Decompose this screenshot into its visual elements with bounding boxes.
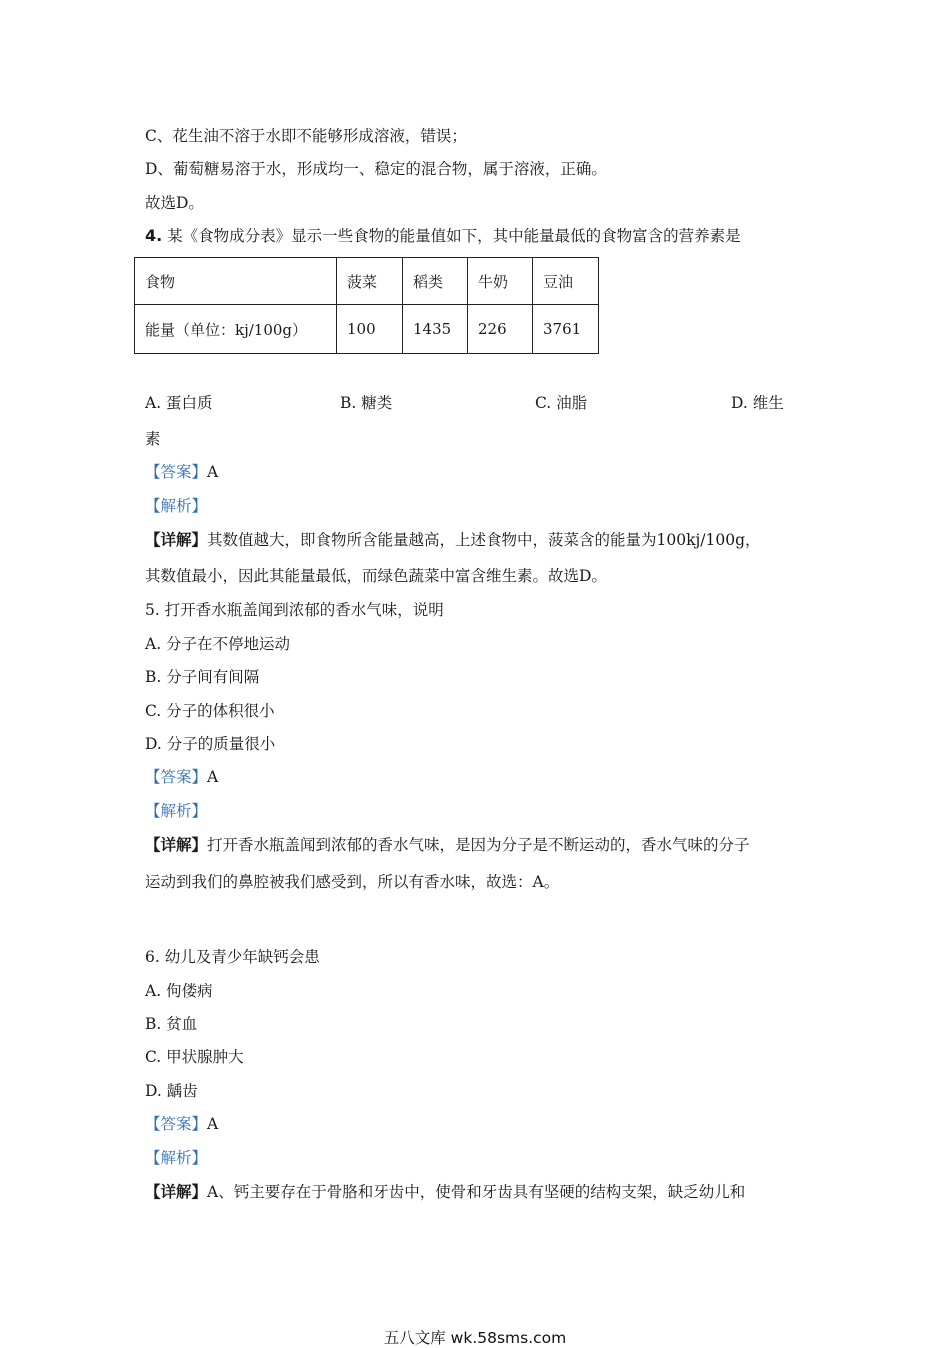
- q5-answer: [145, 767, 218, 787]
- q6-option-b: B. 贫血: [145, 1015, 198, 1033]
- footer-watermark: 五八文库 wk.58sms.com: [383, 1329, 567, 1347]
- q4-answer: [145, 462, 218, 482]
- q4-stem-text: 某《食物成分表》显示一些食物的能量值如下，其中能量最低的食物富含的营养素是: [162, 227, 741, 245]
- q3-select: 故选D。: [145, 194, 204, 212]
- q4-option-d: D. 维生: [731, 394, 784, 412]
- table-cell: 3761: [533, 305, 599, 354]
- table-cell: 牛奶: [468, 258, 533, 305]
- table-cell: 食物: [135, 258, 337, 305]
- q5-option-b: B. 分子间有间隔: [145, 668, 260, 686]
- detail-text: 其数值越大，即食物所含能量越高，上述食物中，菠菜含的能量为100kj/100g，: [207, 531, 761, 549]
- table-row: [135, 305, 599, 354]
- q5-option-d: D. 分子的质量很小: [145, 735, 276, 753]
- detail-text: 打开香水瓶盖闻到浓郁的香水气味，是因为分子是不断运动的，香水气味的分子: [207, 836, 750, 854]
- q4-option-a: A. 蛋白质: [145, 394, 213, 412]
- q6-detail-1: [145, 1182, 745, 1202]
- q4-option-b: B. 糖类: [340, 394, 393, 412]
- q5-stem: 5. 打开香水瓶盖闻到浓郁的香水气味，说明: [145, 601, 444, 619]
- detail-tag: 【详解】: [145, 1182, 208, 1201]
- q6-stem: 6. 幼儿及青少年缺钙会患: [145, 948, 320, 966]
- q6-option-c: C. 甲状腺肿大: [145, 1048, 244, 1066]
- table-cell: 100: [337, 305, 403, 354]
- q6-analysis-tag: 【解析】: [145, 1149, 208, 1167]
- q4-option-c: C. 油脂: [535, 394, 588, 412]
- detail-tag: 【详解】: [145, 530, 208, 549]
- q4-option-d-wrap: 素: [145, 430, 161, 448]
- table-cell: 豆油: [533, 258, 599, 305]
- answer-value: A: [207, 1115, 219, 1133]
- q6-option-a: A. 佝偻病: [145, 982, 213, 1000]
- table-cell: 稻类: [403, 258, 468, 305]
- table-cell: 能量（单位：kj/100g）: [135, 305, 337, 354]
- q4-stem: [145, 226, 741, 246]
- detail-text: A、钙主要存在于骨胳和牙齿中，使骨和牙齿具有坚硬的结构支架，缺乏幼儿和: [207, 1183, 746, 1201]
- answer-value: A: [207, 463, 219, 481]
- option-d-explanation: D、葡萄糖易溶于水，形成均一、稳定的混合物，属于溶液，正确。: [145, 160, 607, 178]
- detail-tag: 【详解】: [145, 835, 208, 854]
- q6-answer: [145, 1114, 218, 1134]
- answer-tag: 【答案】: [145, 463, 208, 481]
- table-header-row: [135, 258, 599, 305]
- q4-detail-1: [145, 530, 761, 550]
- q4-number: 4.: [145, 226, 163, 245]
- answer-tag: 【答案】: [145, 768, 208, 786]
- answer-tag: 【答案】: [145, 1115, 208, 1133]
- q4-detail-2: 其数值最小，因此其能量最低，而绿色蔬菜中富含维生素。故选D。: [145, 567, 607, 585]
- q5-analysis-tag: 【解析】: [145, 802, 208, 820]
- option-c-explanation: C、花生油不溶于水即不能够形成溶液，错误；: [145, 127, 467, 145]
- q6-option-d: D. 龋齿: [145, 1082, 198, 1100]
- q5-option-c: C. 分子的体积很小: [145, 702, 275, 720]
- table-cell: 菠菜: [337, 258, 403, 305]
- q4-analysis-tag: 【解析】: [145, 497, 208, 515]
- q5-detail-2: 运动到我们的鼻腔被我们感受到，所以有香水味，故选：A。: [145, 873, 560, 891]
- q5-option-a: A. 分子在不停地运动: [145, 635, 291, 653]
- table-cell: 226: [468, 305, 533, 354]
- answer-value: A: [207, 768, 219, 786]
- food-energy-table: [134, 257, 599, 354]
- table-cell: 1435: [403, 305, 468, 354]
- q5-detail-1: [145, 835, 750, 855]
